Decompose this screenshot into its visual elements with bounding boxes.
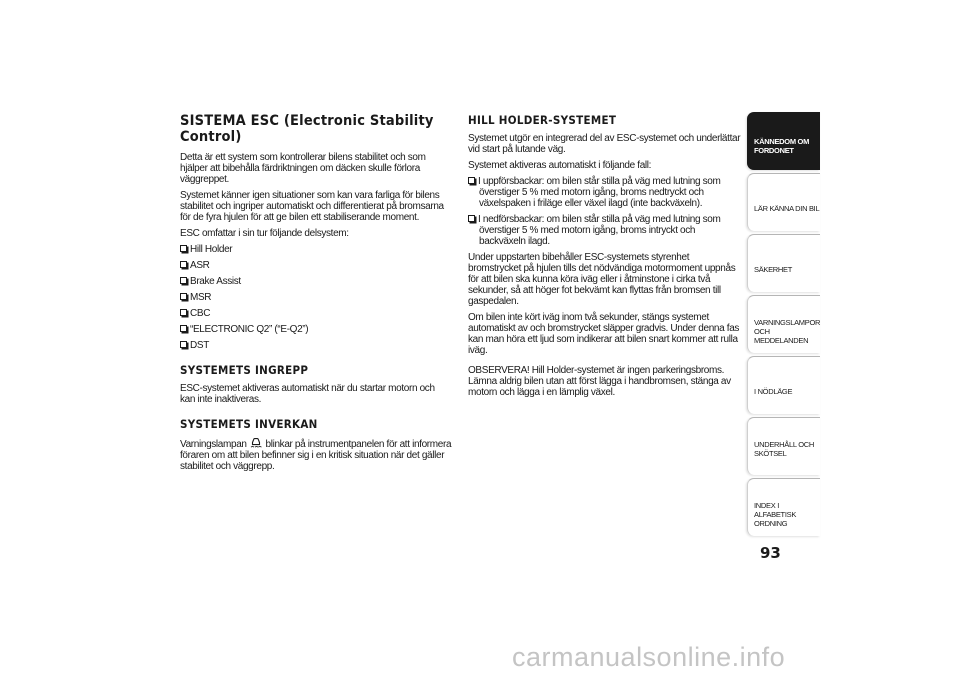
square-bullet-icon — [468, 177, 475, 184]
intro-paragraph: ESC omfattar i sin tur följande delsystem: — [180, 228, 349, 239]
activation-case-list — [468, 176, 743, 247]
page-number: 93 — [760, 544, 781, 562]
ingrepp-text: ESC-systemet aktiveras automatiskt när du startar motorn och kan inte inaktiveras. — [180, 383, 435, 405]
note-paragraph: OBSERVERA! Hill Holder-systemet är ingen parkeringsbroms. Lämna aldrig bilen utan att först lägga i handbromsen, stänga av motorn och lägga i en lämplig växel. — [468, 365, 731, 398]
tab-varningslampor-och-meddelanden[interactable]: VARNINGSLAMPOR OCH MEDDELANDEN — [747, 295, 820, 353]
body-paragraph: Under uppstarten bibehåller ESC-systemets styrenhet bromstrycket på hjulen tills det nödvändiga motormoment uppnås för att bilen ska kunna köra iväg eller i åtminstone i cirka två sekunder, så att höger fot bekvämt kan flyttas från bromsen till gaspedalen. — [468, 252, 736, 307]
intro-paragraph: Detta är ett system som kontrollerar bilens stabilitet och som hjälper att bibehålla färdriktningen om däcken skulle förlora väggreppet. — [180, 152, 426, 185]
right-column — [468, 113, 743, 403]
watermark: carmanualsonline.info — [512, 642, 786, 672]
ingrepp-heading: SYSTEMETS INGREPP — [180, 363, 309, 377]
tab-i-nodlage[interactable]: I NÖDLÄGE — [747, 356, 820, 414]
intro-paragraph: Systemet utgör en integrerad del av ESC-systemet och underlättar vid start på lutande väg. — [468, 133, 741, 155]
tab-underhall-och-skotsel[interactable]: UNDERHÅLL OCH SKÖTSEL — [747, 417, 820, 475]
intro-paragraph: Systemet aktiveras automatiskt i följande fall: — [468, 160, 652, 171]
intro-paragraph: Systemet känner igen situationer som kan vara farliga för bilens stabilitet och ingriper automatiskt och differentierat på bromsarna för de fyra hjulen för att ge bilen ett stabiliserande moment. — [180, 190, 444, 223]
esc-warning-lamp-icon — [250, 437, 262, 448]
inverkan-heading: SYSTEMETS INVERKAN — [180, 417, 318, 431]
left-column — [180, 113, 452, 477]
list-item: I nedförsbackar: om bilen står stilla på väg med lutning som överstiger 5 % med motorn igång, broms intryckt och backväxeln ilagd. — [468, 214, 743, 247]
tab-index-i-alfabetisk-ordning[interactable]: INDEX I ALFABETISK ORDNING — [747, 478, 820, 536]
square-bullet-icon — [180, 341, 187, 348]
list-item: Hill Holder — [180, 244, 452, 255]
list-item: I uppförsbackar: om bilen står stilla på väg med lutning som överstiger 5 % med motorn igång, broms nedtryckt och växelspaken i friläge eller växel ilagd (inte backväxeln). — [468, 176, 743, 209]
body-paragraph: Om bilen inte kört iväg inom två sekunder, stängs systemet automatiskt av och bromstrycket släpper gradvis. Under denna fas kan man höra ett ljud som indikerar att bilen snart kommer att rulla iväg. — [468, 312, 740, 356]
square-bullet-icon — [180, 261, 187, 268]
tab-kannedom-om-fordonet[interactable]: KÄNNEDOM OM FORDONET — [747, 112, 820, 170]
square-bullet-icon — [180, 245, 187, 252]
inverkan-text: Varningslampan blinkar på instrumentpanelen för att informera föraren om att bilen befinner sig i en kritisk situation när det gäller stabilitet och väggrepp. — [180, 439, 452, 472]
square-bullet-icon — [180, 293, 187, 300]
square-bullet-icon — [180, 277, 187, 284]
list-item: DST — [180, 340, 452, 351]
list-item: CBC — [180, 308, 452, 319]
subsystem-list — [180, 244, 452, 351]
hill-holder-heading: HILL HOLDER-SYSTEMET — [468, 113, 617, 127]
tab-lar-kanna-din-bil[interactable]: LÄR KÄNNA DIN BIL — [747, 173, 820, 231]
tab-sakerhet[interactable]: SÄKERHET — [747, 234, 820, 292]
list-item: MSR — [180, 292, 452, 303]
square-bullet-icon — [180, 309, 187, 316]
square-bullet-icon — [468, 215, 475, 222]
square-bullet-icon — [180, 325, 187, 332]
list-item: Brake Assist — [180, 276, 452, 287]
list-item: ASR — [180, 260, 452, 271]
chapter-sidebar — [747, 112, 820, 539]
list-item: “ELECTRONIC Q2” (“E-Q2”) — [180, 324, 452, 335]
section-title: SISTEMA ESC (Electronic Stability Control) — [180, 113, 434, 145]
